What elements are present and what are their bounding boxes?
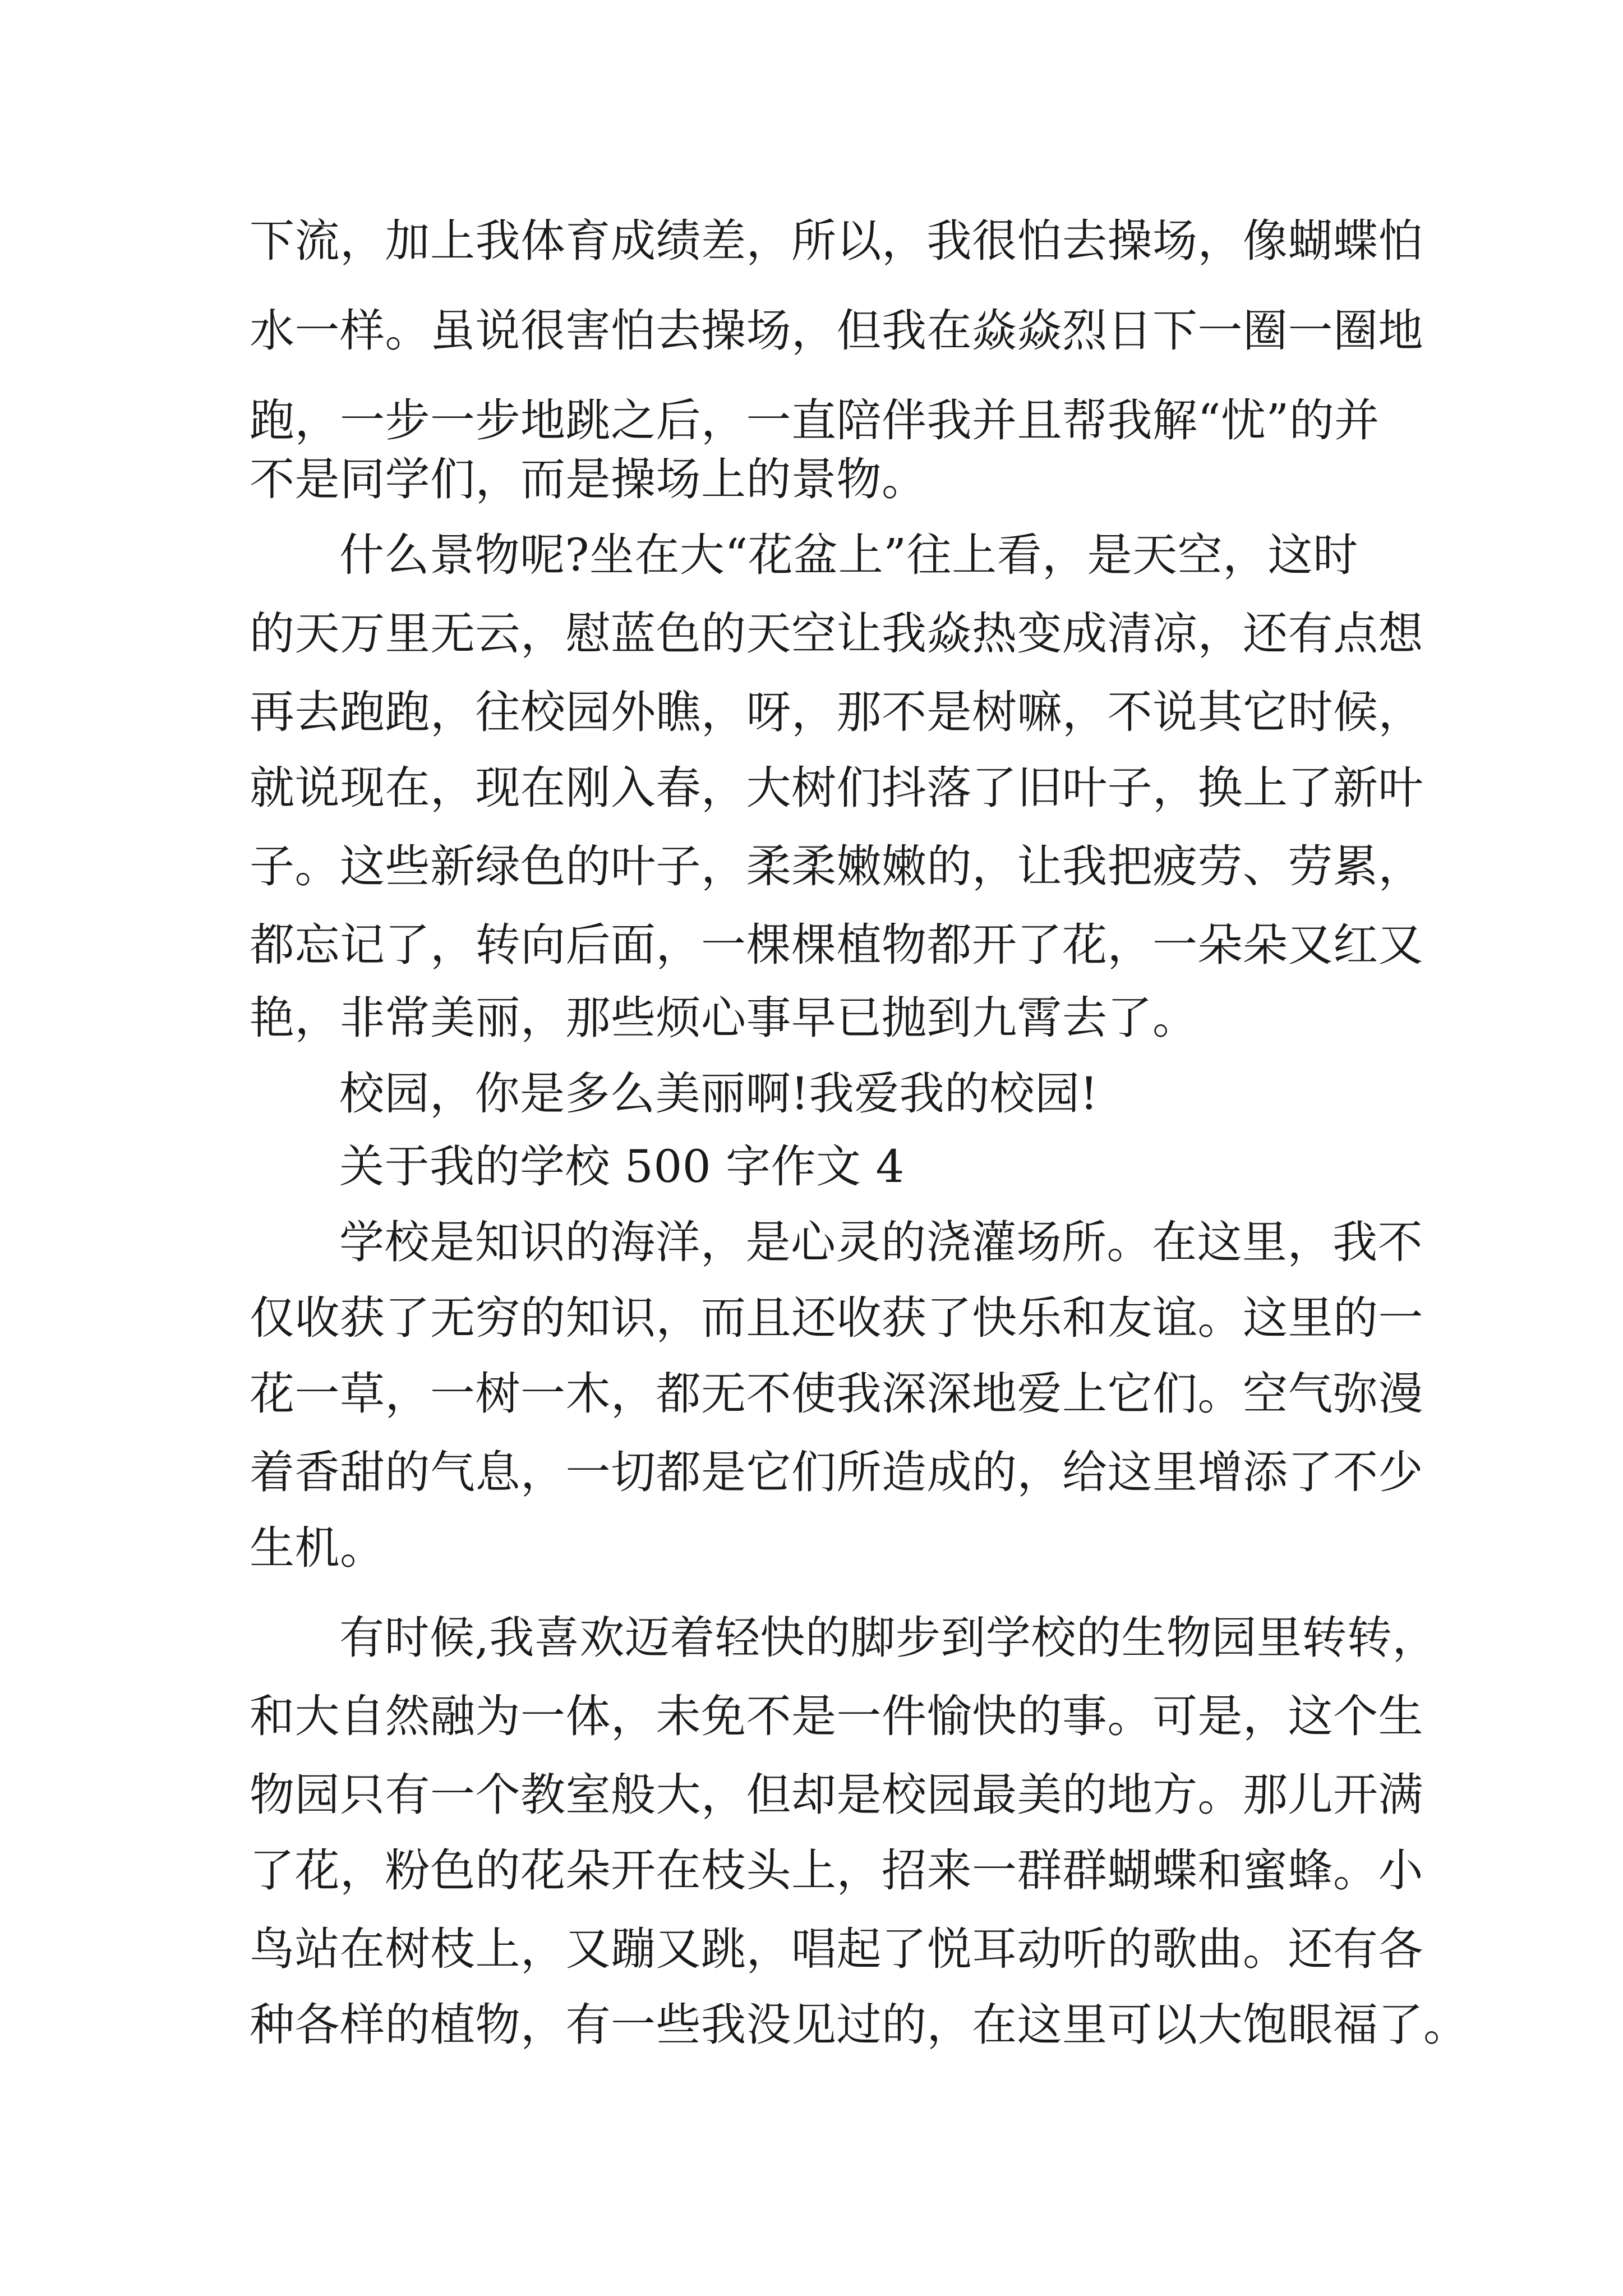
- paragraph-start-line: 有时候,我喜欢迈着轻快的脚步到学校的生物园里转转，: [339, 1612, 1437, 1664]
- text-line: 生机。: [250, 1522, 385, 1574]
- essay-heading: 关于我的学校 500 字作文 4: [339, 1140, 905, 1193]
- paragraph-start-line: 校园，你是多么美丽啊!我爱我的校园!: [339, 1068, 1099, 1120]
- text-line: 物园只有一个教室般大，但却是校园最美的地方。那儿开满: [250, 1769, 1423, 1821]
- text-line: 不是同学们，而是操场上的景物。: [250, 453, 927, 505]
- text-line: 的天万里无云，慰蓝色的天空让我焱热变成清凉，还有点想: [250, 608, 1423, 660]
- text-line: 子。这些新绿色的叶子，柔柔嫩嫩的，让我把疲劳、劳累，: [250, 840, 1423, 892]
- text-line: 水一样。虽说很害怕去操场，但我在焱焱烈日下一圈一圈地: [250, 305, 1423, 357]
- text-line: 跑，一步一步地跳之后，一直陪伴我并且帮我解“忧”的并: [250, 394, 1380, 447]
- text-line: 鸟站在树枝上，又蹦又跳，唱起了悦耳动听的歌曲。还有各: [250, 1923, 1423, 1975]
- text-line: 着香甜的气息，一切都是它们所造成的，给这里增添了不少: [250, 1446, 1423, 1498]
- text-line: 再去跑跑，往校园外瞧，呀，那不是树嘛，不说其它时候，: [250, 686, 1423, 738]
- text-line: 都忘记了，转向后面，一棵棵植物都开了花，一朵朵又红又: [250, 919, 1423, 971]
- text-line: 下流，加上我体育成绩差，所以，我很怕去操场，像蝴蝶怕: [250, 215, 1423, 267]
- text-line: 了花，粉色的花朵开在枝头上，招来一群群蝴蝶和蜜蜂。小: [250, 1844, 1423, 1897]
- paragraph-start-line: 什么景物呢?坐在大“花盆上”往上看，是天空，这时: [339, 529, 1358, 581]
- text-line: 种各样的植物，有一些我没见过的，在这里可以大饱眼福了。: [250, 1999, 1469, 2051]
- text-line: 花一草，一树一木，都无不使我深深地爱上它们。空气弥漫: [250, 1368, 1423, 1420]
- text-line: 就说现在，现在刚入春，大树们抖落了旧叶子，换上了新叶: [250, 762, 1423, 814]
- text-line: 和大自然融为一体，未免不是一件愉快的事。可是，这个生: [250, 1690, 1423, 1742]
- paragraph-start-line: 学校是知识的海洋，是心灵的浇灌场所。在这里，我不: [339, 1216, 1423, 1268]
- text-line: 艳，非常美丽，那些烦心事早已抛到九霄去了。: [250, 992, 1198, 1044]
- text-line: 仅收获了无穷的知识，而且还收获了快乐和友谊。这里的一: [250, 1292, 1423, 1344]
